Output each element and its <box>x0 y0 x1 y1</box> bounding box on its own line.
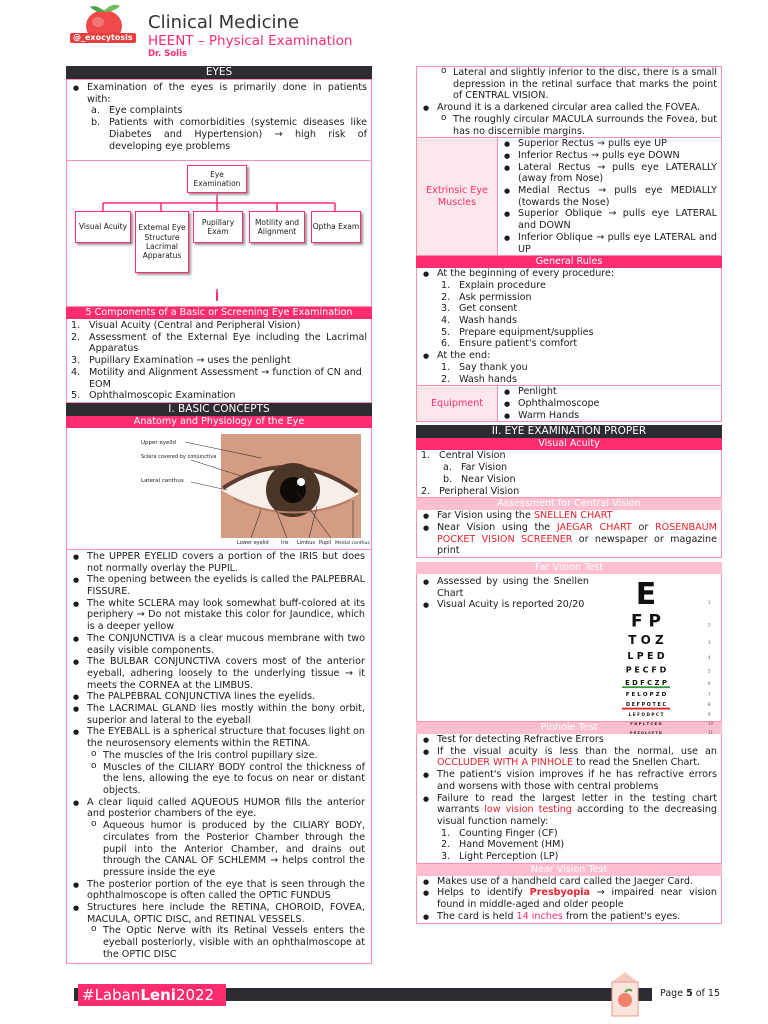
central-vision-box <box>416 510 722 558</box>
fundus-sub-list <box>417 67 717 102</box>
diagram-node-external-eye: External Eye Structure Lacrimal Apparatus <box>135 211 189 273</box>
item-text: Explain procedure <box>459 279 546 291</box>
item-letter: a. <box>443 462 452 474</box>
anatomy-sub-list <box>87 750 365 797</box>
item-text: Light Perception (LP) <box>459 851 559 863</box>
equipment-list <box>498 386 721 421</box>
anatomy-item <box>67 598 365 633</box>
anatomy-list <box>67 551 365 961</box>
anatomy-item <box>67 703 365 726</box>
item-num: 2. <box>441 839 451 851</box>
near-suffix: → impaired near vision found in middle-aged and older people <box>437 887 717 911</box>
anatomy-text: The UPPER EYELID covers a portion of the IRIS but does not normally overlay the PUPIL. <box>87 550 365 574</box>
snellen-row: F E L O P Z D <box>625 691 667 698</box>
item-text: Hand Movement (HM) <box>459 839 565 851</box>
anatomy-sub-list <box>87 925 365 960</box>
item-text: Ophthalmoscopic Examination <box>89 390 236 402</box>
anatomy-text: The opening between the eyelids is called the PALPEBRAL FISSURE. <box>87 574 365 598</box>
item-num: 2. <box>71 331 81 343</box>
item-num: 1. <box>441 827 451 839</box>
fovea-text: Around it is a darkened circular area called the FOVEA. <box>437 102 701 114</box>
snellen-row: P E C F D <box>625 665 667 675</box>
item-text: Wash hands <box>459 373 518 385</box>
low-vision-item <box>437 851 717 863</box>
equipment-row <box>416 386 722 422</box>
snellen-row-number: 11 <box>708 730 714 736</box>
eye-photo-box <box>66 428 372 550</box>
snellen-line-marker <box>622 708 670 710</box>
snellen-row-number: 8 <box>708 702 711 708</box>
near-vision-test-list <box>417 876 717 923</box>
anatomy-item <box>67 879 365 902</box>
near-vision-test-box <box>416 876 722 924</box>
snellen-row: F D P L T C E O <box>630 721 662 727</box>
item-num: 2. <box>441 373 451 385</box>
item-text: Assessment of the External Eye including the Lacrimal Apparatus <box>89 331 367 355</box>
item-text: Ask permission <box>459 291 532 303</box>
rule-item <box>437 374 717 386</box>
item-num: 2. <box>421 485 431 497</box>
rule-item <box>437 315 717 327</box>
rule-item <box>437 338 717 350</box>
general-rules-list <box>417 268 717 385</box>
snellen-row-number: 6 <box>708 680 711 686</box>
item-text: Pupillary Examination → uses the penlight <box>89 355 291 367</box>
rules-begin-list <box>437 280 717 350</box>
fovea-item <box>417 102 717 137</box>
pinhole-suffix: to read the Snellen Chart. <box>576 757 701 769</box>
anatomy-item <box>67 656 365 691</box>
page-number <box>652 987 722 1001</box>
pinhole-suffix: according to the decreasing visual function namely: <box>437 804 717 827</box>
hashtag-bold: Leni <box>140 986 176 1004</box>
document-subtitle: HEENT – Physical Examination <box>148 33 353 49</box>
rules-end-text: At the end: <box>437 350 491 362</box>
exam-proper-header: II. EYE EXAMINATION PROPER <box>416 425 722 438</box>
label-iris: Iris <box>281 539 289 546</box>
snellen-row-number: 2 <box>708 622 711 628</box>
anatomy-text: The PALPEBRAL CONJUNCTIVA lines the eyelids. <box>87 691 316 703</box>
component-item <box>67 367 367 390</box>
anatomy-text: The CONJUNCTIVA is a clear mucous membrane with two easily visible components. <box>87 632 365 656</box>
eyes-section-header: EYES <box>66 66 372 79</box>
component-item <box>67 332 367 355</box>
label-pupil: Pupil <box>319 539 332 546</box>
far-test-item: ● Visual Acuity is reported 20/20 <box>417 599 589 611</box>
diagram-node-motility: Motility and Alignment <box>249 211 305 243</box>
eyes-intro-box <box>66 79 372 161</box>
snellen-row: T O Z <box>628 633 664 647</box>
low-vision-item <box>437 828 717 840</box>
near-vision-item <box>417 522 717 557</box>
central-vision-list <box>417 510 717 557</box>
fundus-list <box>417 102 717 137</box>
muscle-item: ● Medial Rectus → pulls eye MEDIALLY (towards the Nose) <box>498 185 717 208</box>
intro-text: Examination of the eyes is primarily done in patients with: <box>87 82 367 105</box>
far-vision-text: Far Vision using the <box>437 510 531 522</box>
right-column <box>416 66 722 924</box>
near-vision-suffix: or newspaper or magazine print <box>437 533 718 557</box>
anatomy-sub-item: o Muscles of the CILIARY BODY control the thickness of the lens, allowing the eye to focus on near or distant objects. <box>87 762 365 797</box>
va-item <box>417 486 721 498</box>
anatomy-text: A clear liquid called AQUEOUS HUMOR fills the anterior and posterior chambers of the eye. <box>87 796 365 820</box>
item-text: Visual Acuity (Central and Peripheral Vision) <box>89 320 301 331</box>
central-vision-header: Assessment for Central Vision <box>416 498 722 510</box>
near-suffix: from the patient's eyes. <box>565 910 681 922</box>
component-item <box>67 390 367 402</box>
item-num: 2. <box>441 291 451 303</box>
item-num: 1. <box>71 320 81 331</box>
rules-end-list <box>437 362 717 385</box>
muscle-item: ● Lateral Rectus → pulls eye LATERALLY (away from Nose) <box>498 162 717 185</box>
snellen-row-number: 4 <box>708 655 711 660</box>
extrinsic-muscles-row <box>416 138 722 256</box>
anatomy-item <box>67 726 365 796</box>
item-text: Patients with comorbidities (systemic diseases like Diabetes and Hypertension) → high risk of developing eye problems <box>109 117 367 152</box>
muscle-item: ● Inferior Rectus → pulls eye DOWN <box>498 150 717 162</box>
document-title: Clinical Medicine <box>148 12 300 33</box>
muscle-item: ● Superior Rectus → pulls eye UP <box>498 138 717 150</box>
pinhole-item <box>417 746 717 769</box>
item-num: 1. <box>441 279 451 291</box>
far-test-item: ● Assessed by using the Snellen Chart <box>417 576 589 599</box>
item-letter: b. <box>91 117 101 129</box>
item-text: Say thank you <box>459 361 528 373</box>
item-num: 1. <box>441 361 451 373</box>
hashtag-suffix: 2022 <box>175 986 215 1004</box>
extrinsic-muscles-list <box>498 138 717 255</box>
va-sub-item <box>439 462 721 474</box>
anatomy-text: The posterior portion of the eye that is seen through the ophthalmoscope is often called the OPTIC FUNDUS <box>87 878 365 902</box>
item-text: Near Vision <box>461 473 516 485</box>
pinhole-text: Failure to read the largest letter in the testing chart warrants <box>437 792 717 816</box>
eye-exam-diagram <box>66 161 372 307</box>
item-letter: a. <box>91 105 100 117</box>
extrinsic-muscles-label: Extrinsic Eye Muscles <box>417 138 497 255</box>
fundus-sub-item: o Lateral and slightly inferior to the disc, there is a small depression in the retinal surface that marks the point of CENTRAL VISION. <box>437 67 717 102</box>
page-current: 5 <box>686 988 693 999</box>
label-upper-eyelid: Upper eyelid <box>141 439 176 446</box>
pinhole-item: ● The patient's vision improves if he has refractive errors and worsens with those with central problems <box>417 769 717 792</box>
general-rules-header: General Rules <box>416 256 722 268</box>
fundus-box <box>416 66 722 138</box>
pinhole-text: If the visual acuity is less than the normal, use an <box>437 745 717 757</box>
near-test-item <box>417 887 717 910</box>
diagram-node-optha: Optha Exam <box>311 211 361 243</box>
jaegar-chart-term: JAEGAR CHART <box>556 521 632 533</box>
item-text: Central Vision <box>439 450 506 462</box>
anatomy-item <box>67 902 365 961</box>
fovea-sub-list <box>437 114 717 137</box>
extrinsic-muscles-content <box>497 138 721 255</box>
low-vision-term: low vision testing <box>484 804 572 816</box>
anatomy-item <box>67 633 365 656</box>
diagram-node-pupillary: Pupillary Exam <box>193 211 243 243</box>
pinhole-item <box>417 793 717 863</box>
item-text: Eye complaints <box>109 105 183 117</box>
item-num: 5. <box>441 326 451 338</box>
label-lower-eyelid: Lower eyelid <box>237 539 269 546</box>
components-box <box>66 319 372 403</box>
label-limbus: Limbus <box>297 539 315 546</box>
item-text: Get consent <box>459 303 518 315</box>
footer-hashtag <box>78 984 226 1006</box>
pinhole-test-list <box>417 734 717 863</box>
item-text: Wash hands <box>459 315 518 327</box>
far-vision-test-list <box>417 574 589 611</box>
pinhole-test-header: Pinhole Test <box>416 722 722 734</box>
anatomy-sub-list <box>87 820 365 879</box>
intro-item <box>87 117 367 152</box>
item-num: 4. <box>441 315 451 327</box>
intro-list <box>87 105 367 152</box>
low-vision-list <box>437 828 717 863</box>
diagram-node-visual-acuity: Visual Acuity <box>75 211 131 243</box>
item-text: Ensure patient's comfort <box>459 338 578 350</box>
anatomy-header: Anatomy and Physiology of the Eye <box>66 416 372 428</box>
snellen-line-marker <box>622 686 670 688</box>
muscle-item: ● Superior Oblique → pulls eye LATERAL and DOWN <box>498 208 717 231</box>
muscle-item: ● Inferior Oblique → pulls eye LATERAL and UP <box>498 232 717 255</box>
pinhole-test-box <box>416 734 722 864</box>
milk-carton-icon <box>608 970 642 1018</box>
anatomy-box <box>66 550 372 964</box>
label-medial-canthus: Medial canthus <box>335 540 370 546</box>
label-sclera: Sclera covered by conjunctiva <box>141 453 217 460</box>
anatomy-item <box>67 574 365 597</box>
item-text: Peripheral Vision <box>439 485 520 497</box>
intro-item <box>87 105 367 117</box>
rule-item <box>437 292 717 304</box>
va-sub-list <box>439 462 721 485</box>
anatomy-item <box>67 551 365 574</box>
rule-item <box>437 303 717 315</box>
rule-item <box>437 362 717 374</box>
page-prefix: Page <box>660 988 684 999</box>
anatomy-text: The LACRIMAL GLAND lies mostly within the bony orbit, superior and lateral to the eyeball <box>87 703 365 726</box>
snellen-row-number: 7 <box>708 691 711 697</box>
item-letter: b. <box>443 473 453 485</box>
snellen-row-number: 9 <box>708 711 711 717</box>
snellen-row: F P <box>631 611 661 632</box>
snellen-row: L P E D <box>627 651 665 662</box>
item-text: Prepare equipment/supplies <box>459 326 594 338</box>
anatomy-text: The BULBAR CONJUNCTIVA covers most of the anterior eyeball, adhering loosely to the underlying tissue → it meets the CORNEA at the LIMBUS. <box>87 656 365 691</box>
basic-concepts-header: I. BASIC CONCEPTS <box>66 403 372 416</box>
far-vision-item <box>417 510 717 522</box>
rules-begin <box>417 268 717 350</box>
general-rules-box <box>416 268 722 386</box>
equipment-item: ● Penlight <box>498 386 721 398</box>
or-word: or <box>638 521 649 533</box>
snellen-row: L E F O D P C T <box>628 711 664 717</box>
far-vision-test-header: Far Vision Test <box>416 562 722 574</box>
diagram-root: Eye Examination <box>187 165 247 193</box>
components-list <box>67 320 367 402</box>
item-num: 3. <box>441 851 451 863</box>
item-num: 6. <box>441 338 451 350</box>
macula-item: o The roughly circular MACULA surrounds the Fovea, but has no discernible margins. <box>437 114 717 137</box>
item-num: 3. <box>71 355 81 367</box>
anatomy-text: The white SCLERA may look somewhat buff-colored at its periphery → Do not mistake this color for Jaundice, which is a deeper yellow <box>87 597 365 633</box>
va-sub-item <box>439 474 721 486</box>
item-num: 1. <box>421 450 431 462</box>
equipment-item: ● Ophthalmoscope <box>498 398 721 410</box>
rules-end <box>417 350 717 385</box>
pinhole-item: ● Test for detecting Refractive Errors <box>417 734 717 746</box>
anatomy-text: The EYEBALL is a spherical structure that focuses light on the neurosensory elements within the RETINA. <box>87 726 365 750</box>
anatomy-sub-item: o The Optic Nerve with its Retinal Vessels enters the eyeball posteriorly, visible with an ophthalmoscope at the OPTIC DISC <box>87 925 365 960</box>
snellen-chart-term: SNELLEN CHART <box>533 510 613 522</box>
visual-acuity-list <box>417 450 721 497</box>
near-text: Helps to identify <box>437 887 523 899</box>
rule-item <box>437 280 717 292</box>
rules-begin-text: At the beginning of every procedure: <box>437 268 615 280</box>
snellen-row: E D F C Z P <box>625 678 667 687</box>
snellen-row: P E Z O L C F T D <box>630 731 662 736</box>
snellen-row-number: 3 <box>708 640 711 645</box>
occluder-term: OCCLUDER WITH A PINHOLE <box>437 757 574 769</box>
page-total: of 15 <box>695 988 720 999</box>
component-item <box>67 320 367 332</box>
anatomy-text: Structures here include the RETINA, CHOROID, FOVEA, MACULA, OPTIC DISC, and RETINAL VESSELS. <box>87 902 365 925</box>
hashtag-prefix: #Laban <box>82 986 141 1004</box>
rule-item <box>437 327 717 339</box>
item-text: Counting Finger (CF) <box>459 827 558 839</box>
snellen-row: E <box>635 577 657 612</box>
near-test-item <box>417 911 717 923</box>
equipment-item: ● Warm Hands <box>498 410 721 422</box>
low-vision-item <box>437 839 717 851</box>
anatomy-sub-item: o Aqueous humor is produced by the CILIARY BODY, circulates from the Posterior Chamber through the pupil into the Anterior Chamber, and drains out through the CANAL OF SCHLEMM → helps control the pressure inside the eye <box>87 820 365 879</box>
rosenbaum-term: ROSENBAUM POCKET VISION SCREENER <box>437 521 717 545</box>
item-text: Motility and Alignment Assessment → function of CN and EOM <box>89 366 362 390</box>
anatomy-item <box>67 691 365 703</box>
item-num: 4. <box>71 366 81 378</box>
item-text: Far Vision <box>461 462 508 474</box>
visual-acuity-box <box>416 450 722 498</box>
equipment-content <box>497 386 721 421</box>
snellen-row-number: 10 <box>708 721 714 727</box>
item-num: 5. <box>71 390 81 402</box>
snellen-row: D E F P O T E C <box>626 703 666 709</box>
va-item <box>417 450 721 485</box>
near-vision-test-header: Near Vision Test <box>416 864 722 876</box>
snellen-row-number: 1 <box>708 600 711 605</box>
component-item <box>67 355 367 367</box>
visual-acuity-header: Visual Acuity <box>416 438 722 450</box>
anatomy-item <box>67 797 365 879</box>
logo-handle: @_exocytosis <box>70 33 136 43</box>
equipment-label: Equipment <box>417 386 497 421</box>
eye-anatomy-photo <box>141 430 370 546</box>
distance-term: 14 inches <box>516 910 563 922</box>
snellen-row-number: 5 <box>708 668 711 674</box>
snellen-chart <box>600 574 720 736</box>
item-num: 3. <box>441 303 451 315</box>
presbyopia-term: Presbyopia <box>529 887 590 899</box>
document-author: Dr. Solis <box>148 49 188 59</box>
anatomy-sub-item: o The muscles of the Iris control pupillary size. <box>87 750 365 762</box>
near-text: The card is held <box>437 910 514 922</box>
eyes-intro-text <box>67 82 367 152</box>
components-header: 5 Components of a Basic or Screening Eye Examination <box>66 307 372 319</box>
label-lateral-canthus: Lateral canthus <box>141 477 184 484</box>
near-test-item: ● Makes use of a handheld card called the Jaeger Card. <box>417 876 717 888</box>
near-vision-text: Near Vision using the <box>437 521 551 533</box>
left-column <box>66 66 372 964</box>
